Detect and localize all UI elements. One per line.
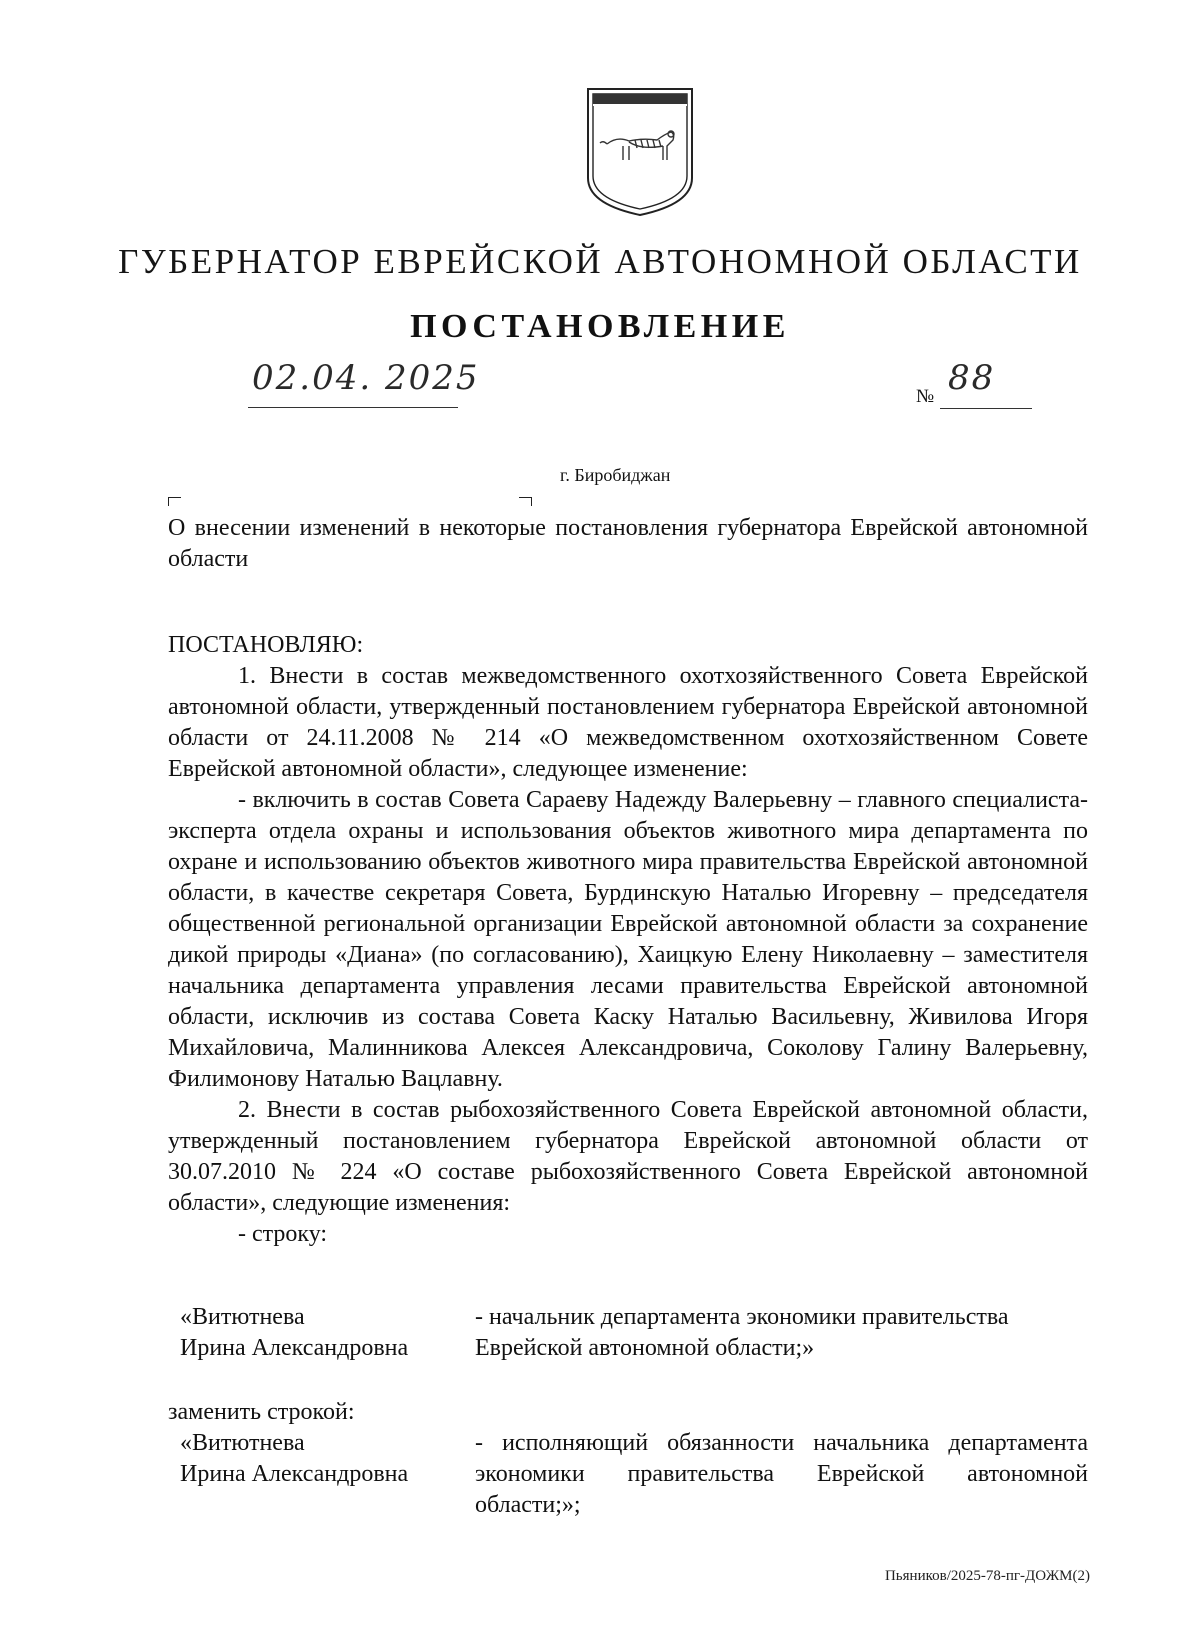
item-2: 2. Внести в состав рыбохозяйственного Совета Еврейской автономной области, утвержденный постановлением губернатора Еврейской автономной области от 30.07.2010 № 224 «О составе рыбохозяйственного Совета Еврейской автономной области», следующие изменения:	[168, 1097, 1088, 1216]
city-label: г. Биробиджан	[560, 465, 671, 485]
item-1-change: - включить в состав Совета Сараеву Надежду Валерьевну – главного специалиста-эксперта отдела охраны и использования объектов животного мира департамента по охране и использованию объектов животного мира правительства Еврейской автономной области, в качестве секретаря Совета, Бурдинскую Наталью Игоревну – председателя общественной региональной организации Еврейской автономной области за сохранение дикой природы «Диана» (по согласованию), Хаицкую Елену Николаевну – заместителя начальника департамента управления лесами правительства Еврейской автономной области, исключив из состава Совета Каску Наталью Васильевну, Живилова Игоря Михайловича, Малинникова Алексея Александровича, Соколову Галину Валерьевну, Филимонову Наталью Вацлавну.	[168, 787, 1088, 1092]
tiger-coat-of-arms-icon	[585, 86, 695, 218]
number-underline	[940, 408, 1032, 409]
decree-word: ПОСТАНОВЛЯЮ:	[168, 632, 364, 658]
new-row-position: - исполняющий обязанности начальника департамента экономики правительства Еврейской автономной области;»;	[475, 1430, 1088, 1518]
handwritten-date: 02.04. 2025	[252, 358, 480, 398]
line-label: - строку:	[238, 1221, 328, 1247]
document-body	[168, 630, 1088, 1250]
old-row-position: - начальник департамента экономики правительства Еврейской автономной области;»	[475, 1304, 1009, 1361]
document-code: Пьяников/2025-78-пг-ДОЖМ(2)	[884, 1568, 1090, 1584]
date-underline	[248, 407, 458, 408]
old-row-name-line2: Ирина Александровна	[180, 1335, 409, 1361]
old-row-name-line1: «Витютнева	[180, 1304, 305, 1330]
page-title: ГУБЕРНАТОР ЕВРЕЙСКОЙ АВТОНОМНОЙ ОБЛАСТИ	[118, 242, 1082, 281]
replace-label: заменить строкой:	[168, 1399, 355, 1425]
handwritten-number: 88	[948, 358, 996, 398]
document-subject: О внесении изменений в некоторые постановления губернатора Еврейской автономной области	[168, 515, 1088, 572]
number-sign: №	[916, 386, 935, 407]
subject-bracket-right	[519, 497, 532, 506]
item-1: 1. Внести в состав межведомственного охотхозяйственного Совета Еврейской автономной области, утвержденный постановлением губернатора Еврейской автономной области от 24.11.2008 № 214 «О межведомственном охотхозяйственном Совете Еврейской автономной области», следующее изменение:	[168, 663, 1088, 782]
document-type-heading: ПОСТАНОВЛЕНИЕ	[410, 308, 790, 345]
subject-bracket-left	[168, 497, 181, 506]
new-row-name-line1: «Витютнева	[180, 1430, 305, 1456]
new-row-name-line2: Ирина Александровна	[180, 1461, 409, 1487]
